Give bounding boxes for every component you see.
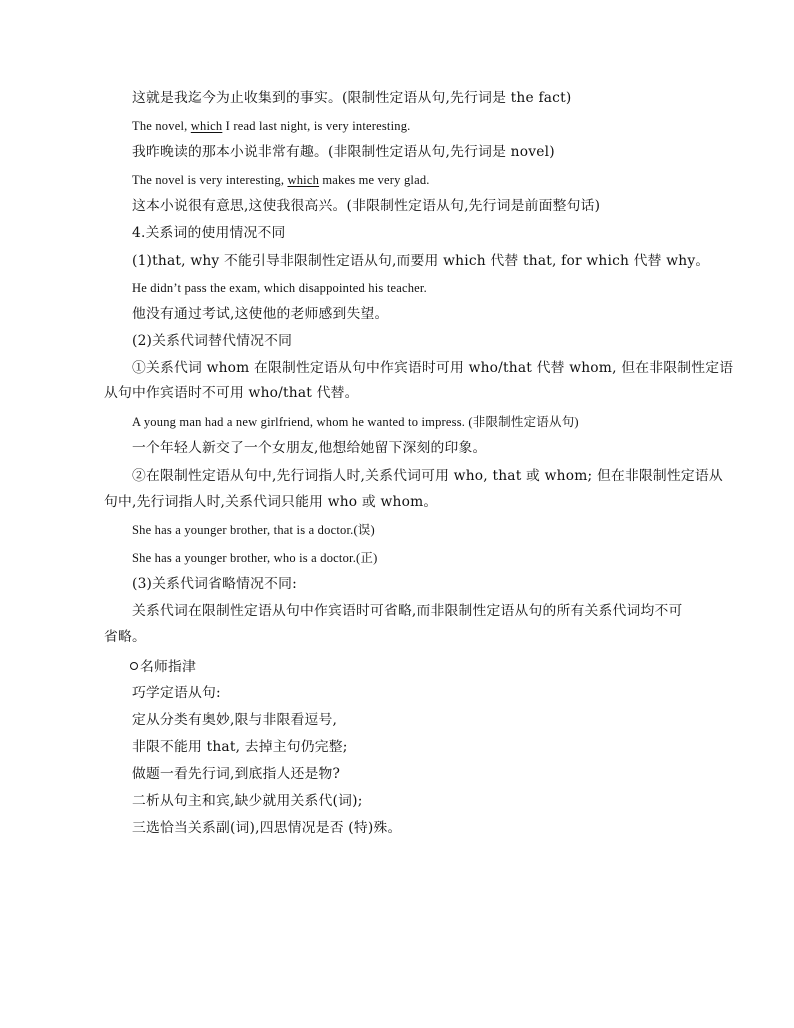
rhyme-line: 二析从句主和宾,缺少就用关系代(词); bbox=[132, 793, 363, 809]
rhyme-line: 三选恰当关系副(词),四思情况是否 (特)殊。 bbox=[132, 820, 402, 836]
example-text: The novel, bbox=[132, 119, 191, 133]
example-sentence: She has a younger brother, who is a doctor.(正) bbox=[132, 551, 378, 565]
bullet-icon bbox=[130, 662, 138, 670]
text-line: 这本小说很有意思,这使我很高兴。(非限制性定语从句,先行词是前面整句话) bbox=[132, 198, 601, 214]
example-text: makes me very glad. bbox=[319, 173, 430, 187]
example-text: I read last night, is very interesting. bbox=[222, 119, 411, 133]
text-line: 一个年轻人新交了一个女朋友,他想给她留下深刻的印象。 bbox=[132, 440, 487, 456]
example-sentence: He didn’t pass the exam, which disappointed his teacher. bbox=[132, 281, 427, 295]
example-text: The novel is very interesting, bbox=[132, 173, 288, 187]
text-line: ①关系代词 whom 在限制性定语从句中作宾语时可用 who/that 代替 whom, 但在非限制性定语 bbox=[132, 360, 734, 376]
relative-pronoun: which bbox=[287, 173, 320, 187]
example-sentence bbox=[132, 170, 430, 190]
text-line: 从句中作宾语时不可用 who/that 代替。 bbox=[104, 385, 359, 401]
subsection-heading: (3)关系代词省略情况不同: bbox=[132, 576, 297, 592]
text-line: ②在限制性定语从句中,先行词指人时,关系代词可用 who, that 或 whom; 但在非限制性定语从 bbox=[132, 468, 723, 484]
subsection-heading: (2)关系代词替代情况不同 bbox=[132, 333, 293, 349]
text-line: (1)that, why 不能引导非限制性定语从句,而要用 which 代替 that, for which 代替 why。 bbox=[132, 253, 710, 269]
relative-pronoun: which bbox=[190, 119, 223, 133]
text-line: 这就是我迄今为止收集到的事实。(限制性定语从句,先行词是 the fact) bbox=[132, 90, 572, 106]
text-line: 省略。 bbox=[104, 629, 146, 645]
text-line: 我昨晚读的那本小说非常有趣。(非限制性定语从句,先行词是 novel) bbox=[132, 144, 555, 160]
text-line: 巧学定语从句: bbox=[132, 685, 221, 701]
example-sentence bbox=[132, 116, 411, 136]
text-line: 句中,先行词指人时,关系代词只能用 who 或 whom。 bbox=[104, 494, 438, 510]
tips-heading bbox=[130, 657, 196, 677]
rhyme-line: 做题一看先行词,到底指人还是物? bbox=[132, 766, 341, 782]
text-line: 关系代词在限制性定语从句中作宾语时可省略,而非限制性定语从句的所有关系代词均不可 bbox=[132, 603, 683, 619]
tips-heading-text: 名师指津 bbox=[140, 659, 196, 675]
text-line: 他没有通过考试,这使他的老师感到失望。 bbox=[132, 306, 389, 322]
rhyme-line: 非限不能用 that, 去掉主句仍完整; bbox=[132, 739, 348, 755]
section-heading: 4.关系词的使用情况不同 bbox=[132, 225, 286, 241]
rhyme-line: 定从分类有奥妙,限与非限看逗号, bbox=[132, 712, 338, 728]
example-sentence: She has a younger brother, that is a doctor.(误) bbox=[132, 523, 375, 537]
example-sentence: A young man had a new girlfriend, whom he wanted to impress. (非限制性定语从句) bbox=[132, 415, 579, 429]
